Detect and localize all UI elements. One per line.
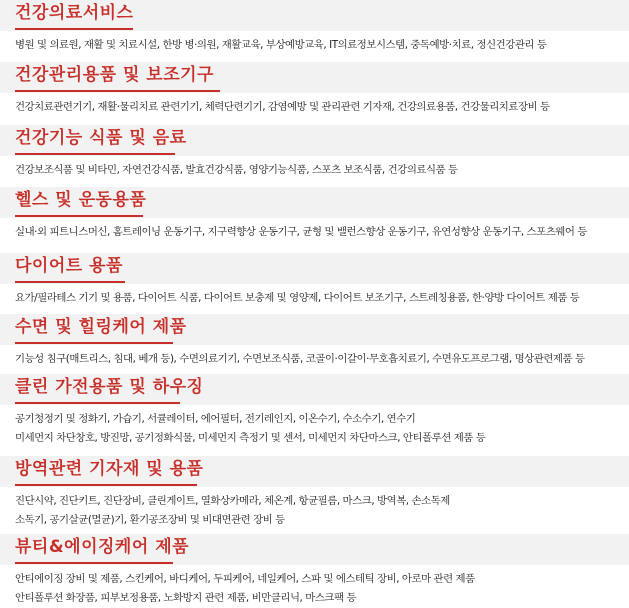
section-item-line: 소독기, 공기살균(멸균)기, 환기공조장비 및 비대면관련 장비 등 <box>15 514 285 526</box>
section-item-line: 요가/필라테스 기기 및 용품, 다이어트 식품, 다이어트 보충제 및 영양제, 다이어트 보조기구, 스트레칭용품, 한·양방 다이어트 제품 등 <box>15 292 580 304</box>
category-section <box>0 62 629 113</box>
section-item-line: 실내·외 피트니스머신, 홈트레이닝 운동기구, 지구력향상 운동기구, 균형 및 밸런스향상 운동기구, 유연성향상 운동기구, 스포츠웨어 등 <box>15 226 587 238</box>
section-title: 방역관련 기자재 및 용품 <box>15 459 204 479</box>
section-header-band <box>0 314 629 345</box>
section-title: 뷰티&에이징케어 제품 <box>15 537 190 557</box>
section-item-line: 공기청정기 및 정화기, 가습기, 서큘레이터, 에어필터, 전기레인지, 이온수기, 수소수기, 연수기 <box>15 413 416 425</box>
section-header-band <box>0 456 629 487</box>
category-section <box>0 125 629 176</box>
category-section <box>0 0 629 51</box>
section-item-line: 건강치료관련기기, 재활·물리치료 관련기기, 체력단련기기, 감염예방 및 관리관련 기자재, 건강의료용품, 건강물리치료장비 등 <box>15 101 550 113</box>
section-header-band <box>0 253 629 284</box>
category-section <box>0 314 629 365</box>
section-item-line: 진단시약, 진단키트, 진단장비, 클린게이트, 열화상카메라, 체온계, 항균필름, 마스크, 방역복, 손소독제 <box>15 495 450 507</box>
section-items <box>15 36 627 55</box>
section-title-underline <box>15 484 197 486</box>
section-header-band <box>0 62 629 93</box>
section-items <box>15 289 627 308</box>
section-header-band <box>0 187 629 218</box>
section-items <box>15 98 627 117</box>
section-title-underline <box>15 342 173 344</box>
section-title-underline <box>15 28 133 30</box>
category-section <box>0 187 629 238</box>
section-title: 헬스 및 운동용품 <box>15 190 147 210</box>
section-item-line: 안티에이징 장비 및 제품, 스킨케어, 바디케어, 두피케어, 네일케어, 스파 및 에스테틱 장비, 아로마 관련 제품 <box>15 573 475 585</box>
section-header-band <box>0 125 629 156</box>
section-title-underline <box>15 562 173 564</box>
section-items <box>15 570 627 608</box>
section-item-line: 병원 및 의료원, 재활 및 치료시설, 한방 병·의원, 재활교육, 부상예방교육, IT의료정보시스템, 중독예방·치료, 정신건강관리 등 <box>15 39 547 51</box>
section-item-line: 안티폴루션 화장품, 피부보정용품, 노화방지 관련 제품, 비만클리닉, 마스크팩 등 <box>15 592 357 604</box>
section-title: 건강기능 식품 및 음료 <box>15 128 187 148</box>
category-section <box>0 374 629 444</box>
section-items <box>15 161 627 180</box>
section-items <box>15 350 627 369</box>
section-title-underline <box>15 90 220 92</box>
section-title: 수면 및 힐링케어 제품 <box>15 317 187 337</box>
section-title: 건강의료서비스 <box>15 3 134 23</box>
section-header-band <box>0 374 629 405</box>
section-title-underline <box>15 153 175 155</box>
section-item-line: 미세먼지 차단창호, 방진망, 공기정화식물, 미세먼지 측정기 및 센서, 미세먼지 차단마스크, 안티폴루션 제품 등 <box>15 432 486 444</box>
category-section <box>0 456 629 526</box>
category-section <box>0 534 629 604</box>
section-title-underline <box>15 215 143 217</box>
section-header-band <box>0 534 629 565</box>
section-items <box>15 223 627 242</box>
section-title: 클린 가전용품 및 하우징 <box>15 377 204 397</box>
section-title-underline <box>15 281 125 283</box>
section-title-underline <box>15 402 180 404</box>
section-title: 다이어트 용품 <box>15 256 123 276</box>
section-item-line: 기능성 침구(매트리스, 침대, 베개 등), 수면의료기기, 수면보조식품, 코골이·이갈이·무호흡치료기, 수면유도프로그램, 명상관련제품 등 <box>15 353 585 365</box>
section-header-band <box>0 0 629 31</box>
section-items <box>15 410 627 448</box>
section-title: 건강관리용품 및 보조기구 <box>15 65 214 85</box>
section-item-line: 건강보조식품 및 비타민, 자연건강식품, 발효건강식품, 영양기능식품, 스포츠 보조식품, 건강의료식품 등 <box>15 164 458 176</box>
category-section <box>0 253 629 304</box>
section-items <box>15 492 627 530</box>
